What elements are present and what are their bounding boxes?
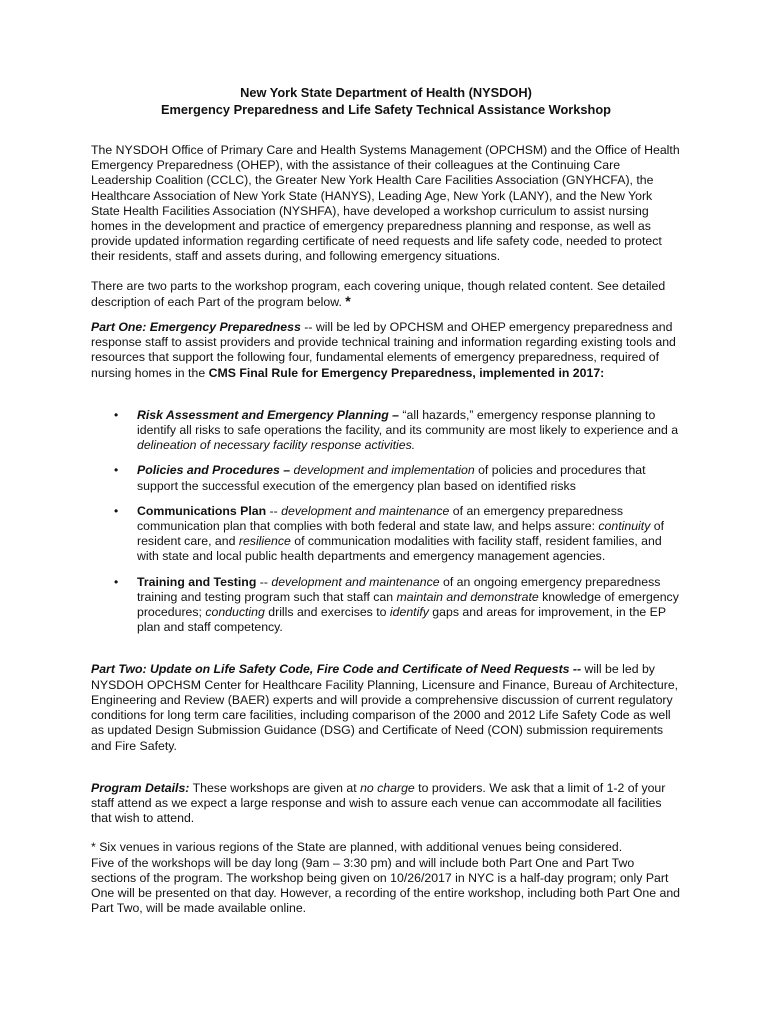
list-item-italic: identify [389,605,429,620]
list-item-dash: -- [266,503,282,518]
list-item-italic: continuity [598,519,651,534]
list-item-italic: conducting [205,605,265,620]
title-line-2: Emergency Preparedness and Life Safety Technical Assistance Workshop [161,102,611,117]
footnote-venues: * Six venues in various regions of the State are planned, with additional venues being considered. [91,840,623,855]
document-title [91,84,681,118]
list-item [91,504,681,565]
parts-intro-text: There are two parts to the workshop program, each covering unique, though related content. See detailed description of each Part of the program below. [91,278,666,309]
footnote-schedule: Five of the workshops will be day long (9am – 3:30 pm) and will include both Part One and Part Two sections of the program. The workshop being given on 10/26/2017 in NYC is a half-day program; only Part One will be presented on that day. However, a recording of the entire workshop, including both Part One and Part Two, will be made available online. [91,855,681,916]
list-item-text: knowledge of emergency procedures; [137,589,679,620]
elements-list [91,408,681,636]
bullet-icon: • [114,407,119,422]
part-two-paragraph [91,662,681,753]
part-two-heading: Part Two: Update on Life Safety Code, Fire Code and Certificate of Need Requests -- [91,662,582,677]
bullet-icon: • [114,574,119,589]
list-item-italic: development and implementation [290,463,475,478]
list-item-text: of an ongoing emergency preparedness training and testing program such that staff can [137,574,661,604]
program-details-paragraph [91,781,681,827]
footnote-star: * [345,292,351,309]
intro-paragraph: The NYSDOH Office of Primary Care and Health Systems Management (OPCHSM) and the Office of Health Emergency Preparedness (OHEP), with the assistance of their colleagues at the Continuing Care Leadership Coalition (CCLC), the Greater New York Health Care Facilities Association (GNYHCFA), the Healthcare Association of New York State (HANYS), Leading Age, New York (LANY), and the New York State Health Facilities Association (NYSHFA), have developed a workshop curriculum to assist nursing homes in the development and practice of emergency preparedness planning and response, as well as provide updated information regarding certificate of need requests and life safety code, needed to protect their residents, staff and assets during, and following emergency situations. [91,143,680,264]
list-item-text: of resident care, and [137,519,665,549]
part-two-text: will be led by NYSDOH OPCHSM Center for Healthcare Facility Planning, Licensure and Finance, Bureau of Architecture, Engineering and Review (BAER) experts and will provide a comprehensive discussion of current regulatory conditions for long term care facilities, including comparison of the 2000 and 2012 Life Safety Code as well as updated Design Submission Guidance (DSG) and Certificate of Need (CON) submission requirements and Fire Safety. [91,662,679,753]
list-item-text: gaps and areas for improvement, in the EP plan and staff competency. [137,605,666,635]
list-item-heading: Policies and Procedures – [137,463,291,478]
list-item-heading: Training and Testing [137,574,257,589]
list-item-italic: delineation of necessary facility response activities. [137,438,416,453]
list-item-italic: maintain and demonstrate [396,589,539,604]
list-item-dash: -- [256,574,272,589]
bullet-icon: • [114,503,119,518]
bullet-icon: • [114,463,119,478]
part-one-heading: Part One: Emergency Preparedness [91,320,301,335]
list-item [91,575,681,636]
footnotes [91,840,681,916]
document-body [91,84,681,916]
list-item-italic: development and maintenance [271,574,440,589]
list-item-heading: Communications Plan [137,503,267,518]
parts-intro-paragraph [91,279,681,310]
list-item-italic: resilience [238,534,291,549]
program-details-text: These workshops are given at [189,780,361,795]
list-item-text: “all hazards,” emergency response planning to identify all risks to safe operations the facility, and its community are most likely to experience and a [137,407,679,438]
list-item-text: of policies and procedures that support the successful execution of the emergency plan based on identified risks [137,463,646,493]
list-item [91,408,681,454]
list-item-heading: Risk Assessment and Emergency Planning – [137,407,399,422]
list-item-text: of an emergency preparedness communication plan that complies with both federal and state law, and helps assure: [137,503,623,534]
part-one-paragraph [91,320,681,381]
list-item [91,463,681,493]
program-details-text: to providers. We ask that a limit of 1-2 of your staff attend as we expect a large response and wish to assure each venue can accommodate all facilities that wish to attend. [91,780,666,826]
list-item-text: drills and exercises to [264,605,390,620]
part-one-text: -- will be led by OPCHSM and OHEP emergency preparedness and response staff to assist providers and provide technical training and information regarding existing tools and resources that support the following four, fundamental elements of emergency preparedness, required of nursing homes in the [91,320,676,380]
program-details-italic: no charge [360,780,415,795]
title-line-1: New York State Department of Health (NYSDOH) [240,85,532,100]
part-one-cms-rule: CMS Final Rule for Emergency Preparedness, implemented in 2017: [208,365,605,380]
program-details-heading: Program Details: [91,780,190,795]
list-item-text: of communication modalities with facility staff, resident families, and with state and local public health departments and emergency management agencies. [137,534,662,564]
list-item-italic: development and maintenance [281,503,450,518]
